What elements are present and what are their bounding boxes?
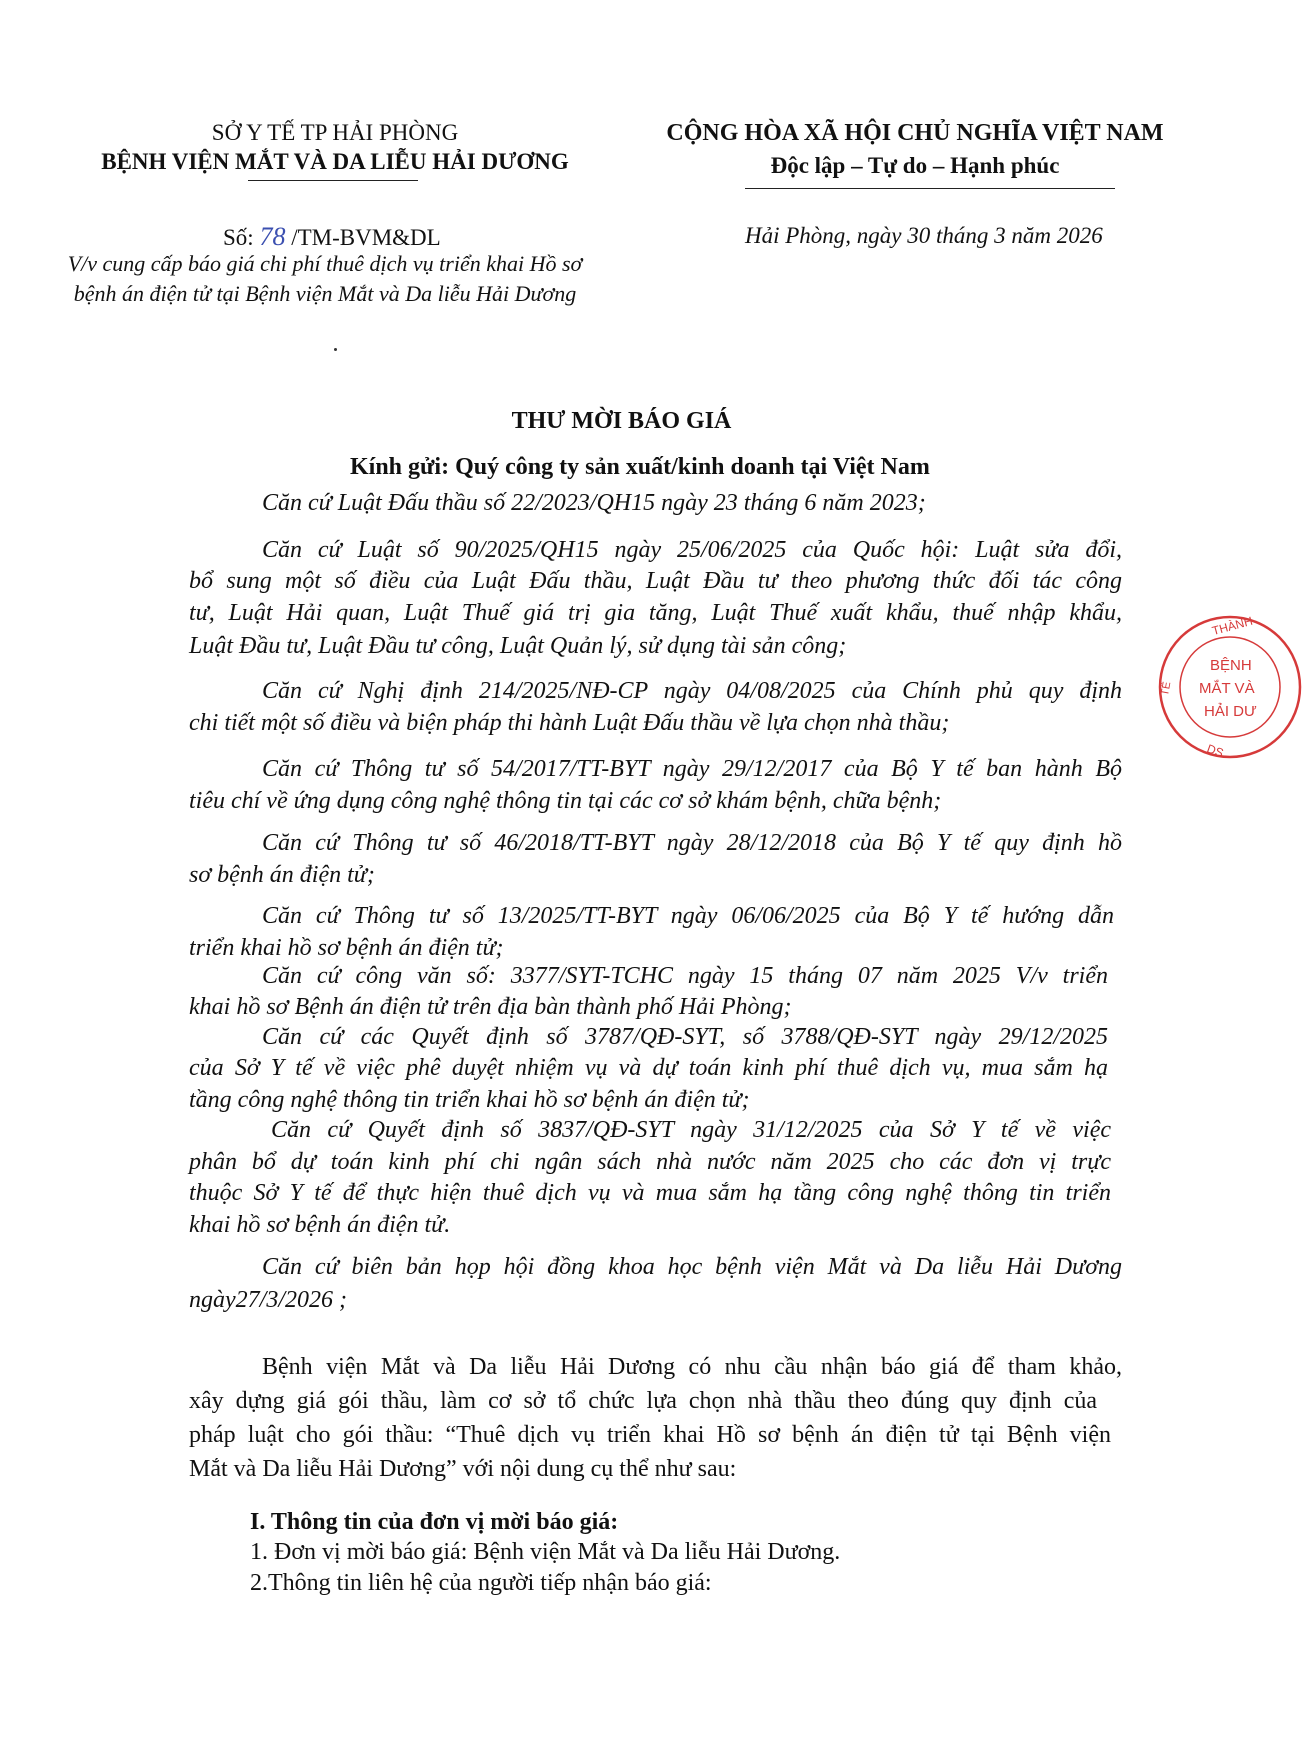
body-line: pháp luật cho gói thầu: “Thuê dịch vụ triển khai Hồ sơ bệnh án điện tử tại Bệnh viện (189, 1422, 1111, 1448)
basis-line: Căn cứ Thông tư số 46/2018/TT-BYT ngày 28/12/2018 của Bộ Y tế quy định hồ (262, 830, 1122, 856)
stamp-line-1: BỆNH (1210, 657, 1252, 674)
basis-line: triển khai hồ sơ bệnh án điện tử; (189, 935, 504, 961)
basis-line: Căn cứ Thông tư số 54/2017/TT-BYT ngày 29/12/2017 của Bộ Y tế ban hành Bộ (262, 756, 1122, 782)
subject-line-2: bệnh án điện tử tại Bệnh viện Mắt và Da liễu Hải Dương (73, 281, 577, 306)
basis-line: ngày27/3/2026 ; (189, 1287, 347, 1313)
header-right-underline (745, 188, 1115, 189)
basis-line: tiêu chí về ứng dụng công nghệ thông tin tại các cơ sở khám bệnh, chữa bệnh; (189, 788, 942, 814)
reference-suffix: /TM-BVM&DL (291, 225, 441, 250)
basis-line: tư, Luật Hải quan, Luật Thuế giá trị gia tăng, Luật Thuế xuất khẩu, thuế nhập khẩu, (189, 600, 1122, 626)
hospital-name: BỆNH VIỆN MẮT VÀ DA LIỄU HẢI DƯƠNG (101, 149, 569, 174)
basis-line: Căn cứ công văn số: 3377/SYT-TCHC ngày 15 tháng 07 năm 2025 V/v triển (262, 963, 1108, 989)
stamp-ring-left: TẾ (1159, 680, 1174, 697)
header-left-underline (248, 180, 418, 181)
stamp-line-2: MẮT VÀ (1199, 680, 1255, 697)
basis-line: Căn cứ Luật Đấu thầu số 22/2023/QH15 ngày 23 tháng 6 năm 2023; (262, 490, 926, 516)
section-item: 2.Thông tin liên hệ của người tiếp nhận báo giá: (250, 1570, 712, 1596)
basis-line: khai hồ sơ Bệnh án điện tử trên địa bàn thành phố Hải Phòng; (189, 994, 792, 1020)
reference-number (223, 222, 441, 252)
basis-line: Căn cứ biên bản họp hội đồng khoa học bệnh viện Mắt và Da liễu Hải Dương (262, 1254, 1122, 1280)
subject-line-1: V/v cung cấp báo giá chi phí thuê dịch vụ triển khai Hồ sơ (67, 251, 583, 276)
basis-line: Căn cứ các Quyết định số 3787/QĐ-SYT, số 3788/QĐ-SYT ngày 29/12/2025 (262, 1024, 1108, 1050)
issue-date: Hải Phòng, ngày 30 tháng 3 năm 2026 (745, 223, 1103, 248)
section-item: 1. Đơn vị mời báo giá: Bệnh viện Mắt và Da liễu Hải Dương. (250, 1539, 841, 1565)
official-stamp (1155, 612, 1305, 762)
basis-line: chi tiết một số điều và biện pháp thi hành Luật Đấu thầu về lựa chọn nhà thầu; (189, 710, 950, 736)
stamp-ring-bottom: DS (1204, 741, 1226, 761)
basis-line: Căn cứ Thông tư số 13/2025/TT-BYT ngày 06/06/2025 của Bộ Y tế hướng dẫn (262, 903, 1114, 929)
basis-line: Luật Đầu tư, Luật Đầu tư công, Luật Quản lý, sử dụng tài sản công; (189, 633, 847, 659)
basis-line: Căn cứ Nghị định 214/2025/NĐ-CP ngày 04/08/2025 của Chính phủ quy định (262, 678, 1122, 704)
body-line: Mắt và Da liễu Hải Dương” với nội dung cụ thể như sau: (189, 1456, 737, 1482)
basis-line: Căn cứ Luật số 90/2025/QH15 ngày 25/06/2025 của Quốc hội: Luật sửa đổi, (262, 537, 1122, 563)
basis-line: tầng công nghệ thông tin triển khai hồ sơ bệnh án điện tử; (189, 1087, 750, 1113)
basis-line: phân bổ dự toán kinh phí chi ngân sách nhà nước năm 2025 cho các đơn vị trực (189, 1149, 1111, 1175)
section-heading: I. Thông tin của đơn vị mời báo giá: (250, 1509, 619, 1535)
handwritten-number: 78 (259, 222, 286, 251)
reference-prefix: Số: (223, 225, 254, 250)
basis-line: bổ sung một số điều của Luật Đấu thầu, Luật Đầu tư theo phương thức đối tác công (189, 568, 1122, 594)
body-line: xây dựng giá gói thầu, làm cơ sở tổ chức lựa chọn nhà thầu theo đúng quy định của (189, 1388, 1097, 1414)
department-name: SỞ Y TẾ TP HẢI PHÒNG (211, 120, 459, 145)
basis-line: thuộc Sở Y tế để thực hiện thuê dịch vụ và mua sắm hạ tầng công nghệ thông tin triển (189, 1180, 1111, 1206)
stray-dot (334, 348, 337, 351)
stamp-line-3: HẢI DƯ (1204, 703, 1257, 720)
basis-line: sơ bệnh án điện tử; (189, 862, 375, 888)
body-line: Bệnh viện Mắt và Da liễu Hải Dương có nhu cầu nhận báo giá để tham khảo, (262, 1354, 1122, 1380)
basis-line: của Sở Y tế về việc phê duyệt nhiệm vụ và dự toán kinh phí thuê dịch vụ, mua sắm hạ (189, 1055, 1108, 1081)
basis-line: Căn cứ Quyết định số 3837/QĐ-SYT ngày 31/12/2025 của Sở Y tế về việc (271, 1117, 1111, 1143)
basis-line: khai hồ sơ bệnh án điện tử. (189, 1212, 451, 1238)
country-name: CỘNG HÒA XÃ HỘI CHỦ NGHĨA VIỆT NAM (666, 120, 1164, 146)
greeting: Kính gửi: Quý công ty sản xuất/kinh doanh tại Việt Nam (350, 454, 930, 480)
stamp-ring-top: THÀNH (1210, 613, 1255, 639)
national-motto: Độc lập – Tự do – Hạnh phúc (770, 153, 1060, 178)
document-title: THƯ MỜI BÁO GIÁ (511, 408, 732, 434)
